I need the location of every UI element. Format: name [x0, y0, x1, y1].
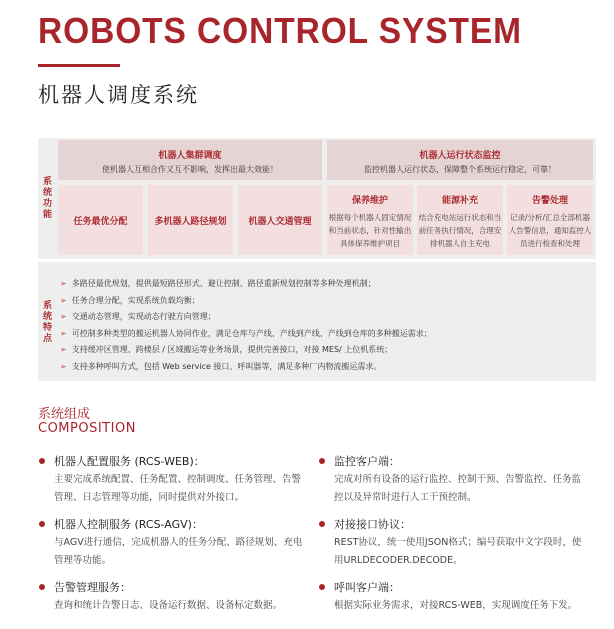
arrow-icon: ➢: [60, 328, 67, 338]
card-desc: 根据每个机器人固定情况和当前状态，针对性输出具体保养维护项目: [328, 213, 412, 248]
card-alarm: [507, 185, 593, 255]
list-item: [60, 293, 590, 310]
feature-text: 交通动态管理，实现动态行驶方向管理；: [71, 312, 216, 321]
arrow-icon: ➢: [60, 312, 67, 321]
item-title: 监控客户端：: [334, 455, 400, 468]
composition-title-cn: 系统组成: [38, 407, 91, 422]
item-desc: 根据实际业务需求，对接RCS-WEB，实现调度任务下发。: [334, 600, 578, 611]
list-item: [60, 326, 590, 343]
item-desc: 查询和统计告警日志、设备运行数据、设备标定数据。: [54, 600, 283, 611]
title-divider: [38, 64, 120, 67]
list-item: [60, 359, 590, 376]
bullet-icon: [39, 458, 45, 464]
list-item: [60, 276, 590, 293]
group-desc: 使机器人互相合作又互不影响，发挥出最大效能！: [102, 165, 278, 174]
list-item: [60, 309, 590, 326]
arrow-icon: ➢: [60, 279, 67, 288]
item-title: 对接接口协议：: [334, 518, 411, 531]
item-desc: 主要完成系统配置、任务配置、控制调度、任务管理、告警管理、日志管理等功能，同时提供对外接口。: [54, 474, 302, 503]
composition-right-column: [318, 453, 584, 624]
feature-text: 支持多种呼叫方式，包括 Web service 接口、呼叫器等，满足多种厂内物流搬运需求。: [71, 361, 382, 371]
card-title: 告警处理: [531, 196, 568, 206]
arrow-icon: ➢: [60, 295, 67, 305]
group-title: 机器人集群调度: [158, 151, 222, 161]
card-task-allocation: [58, 185, 143, 255]
card-energy: [417, 185, 503, 255]
bullet-icon: [319, 521, 325, 527]
list-item: [318, 453, 584, 507]
list-item: [318, 579, 584, 615]
card-title: 保养维护: [351, 196, 388, 206]
list-item: [38, 516, 304, 570]
item-title: 机器人配置服务 (RCS-WEB)：: [54, 455, 205, 468]
feature-text: 多路径最优规划，提供最短路径形式、避让控制、路径重新规划控制等多种处理机制；: [71, 279, 376, 288]
bullet-icon: [319, 458, 325, 464]
item-desc: 完成对所有设备的运行监控、控制干预、告警监控、任务监控以及异常时进行人工干预控制。: [334, 474, 582, 503]
group-cluster-dispatch: [58, 140, 322, 180]
group-status-monitor: [327, 140, 593, 180]
item-title: 机器人控制服务 (RCS-AGV)：: [54, 518, 203, 531]
list-item: [60, 342, 590, 359]
group-desc: 监控机器人运行状态，保障整个系统运行稳定，可靠！: [364, 165, 556, 174]
item-title: 告警管理服务：: [54, 581, 131, 594]
card-desc: 结合充电站运行状态和当前任务执行情况，合理安排机器人自主充电: [418, 213, 502, 248]
list-item: [38, 453, 304, 507]
feature-list: [60, 276, 590, 375]
list-item: [38, 579, 304, 615]
card-path-planning: [148, 185, 233, 255]
arrow-icon: ➢: [60, 361, 67, 371]
card-title: 任务最优分配: [73, 216, 128, 227]
item-title: 呼叫客户端：: [334, 581, 400, 594]
card-desc: 记录/分析/汇总全部机器人告警信息，通知监控人员进行检查和处理: [508, 213, 592, 248]
card-title: 多机器人路径规划: [154, 216, 227, 227]
card-traffic-management: [238, 185, 322, 255]
panel-divider: [38, 259, 596, 262]
item-desc: 与AGV进行通信，完成机器人的任务分配、路径规划、充电管理等功能。: [54, 537, 303, 566]
system-panel: [38, 138, 596, 381]
arrow-icon: ➢: [60, 345, 67, 354]
feature-text: 可控制多种类型的搬运机器人协同作业，满足仓库与产线、产线到产线、产线到仓库的多种搬运需求；: [71, 328, 432, 338]
card-title: 机器人交通管理: [248, 216, 312, 227]
composition-left-column: [38, 453, 304, 624]
item-desc: REST协议，统一使用JSON格式；编号获取中文字段时，使用URLDECODER.DECODE。: [334, 537, 582, 566]
bullet-icon: [39, 521, 45, 527]
group-title: 机器人运行状态监控: [419, 151, 501, 161]
card-maintenance: [327, 185, 413, 255]
page-title-en: ROBOTS CONTROL SYSTEM: [38, 10, 522, 51]
composition-title-en: COMPOSITION: [38, 421, 136, 436]
card-title: 能源补充: [441, 196, 478, 206]
function-section-label: 系统功能: [41, 176, 51, 220]
bullet-icon: [39, 584, 45, 590]
feature-text: 支持缓冲区管理、跨楼层 / 区域搬运等业务场景，提供完善接口，对接 MES/ 上位机系统；: [71, 345, 393, 354]
list-item: [318, 516, 584, 570]
feature-section-label: 系统特点: [41, 299, 51, 344]
page-title-cn: 机器人调度系统: [38, 83, 199, 107]
bullet-icon: [319, 584, 325, 590]
feature-text: 任务合理分配，实现系统负载均衡；: [71, 295, 200, 305]
